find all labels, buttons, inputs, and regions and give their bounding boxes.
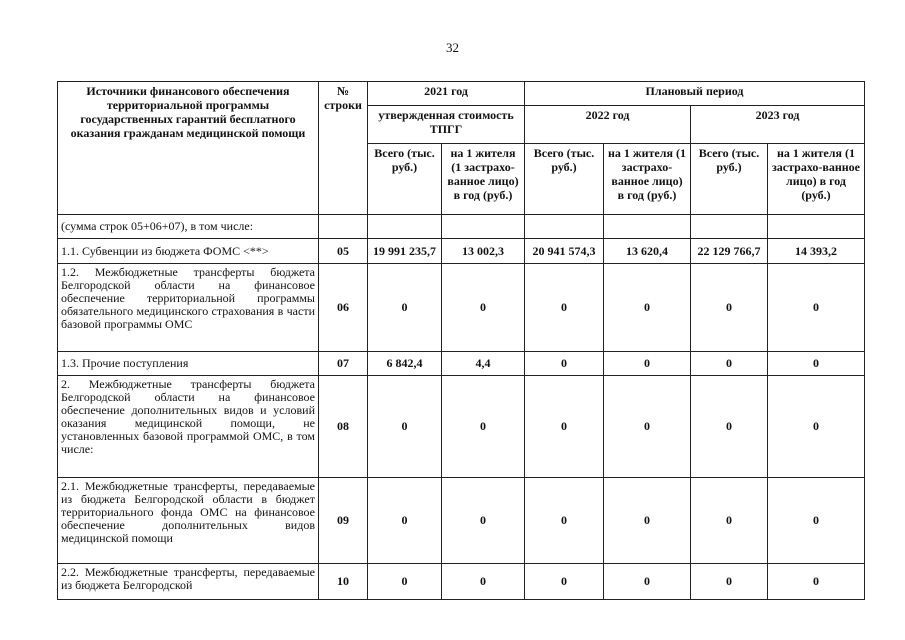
- cell-total-2022: 0: [525, 478, 604, 564]
- cell-per-capita-2023: 14 393,2: [768, 239, 865, 264]
- cell-per-capita-2023: 0: [768, 376, 865, 478]
- cell-total-2022: 0: [525, 352, 604, 376]
- table-row: [58, 376, 865, 478]
- row-source: 1.3. Прочие поступления: [58, 352, 319, 376]
- table-row: [58, 478, 865, 564]
- cell-per-capita-2021: 13 002,3: [442, 239, 525, 264]
- cell-total-2023: 0: [691, 352, 768, 376]
- row-source: (сумма строк 05+06+07), в том числе:: [58, 215, 319, 239]
- header-total-2023: Всего (тыс. руб.): [691, 144, 768, 215]
- table-row: [58, 264, 865, 352]
- table-row: [58, 564, 865, 600]
- header-year-2021: 2021 год: [368, 82, 525, 106]
- cell-per-capita-2023: 0: [768, 564, 865, 600]
- cell-total-2022: 20 941 574,3: [525, 239, 604, 264]
- cell-per-capita-2022: 0: [604, 264, 691, 352]
- row-number: [319, 215, 368, 239]
- financing-table: [57, 81, 865, 600]
- row-source: 2. Межбюджетные трансферты бюджета Белгородской области на финансовое обеспечение дополнительных видов и условий оказания медицинской помощи, не установленных базовой программой ОМС, в том числе:: [58, 376, 319, 478]
- row-number: 10: [319, 564, 368, 600]
- header-per-capita-2023: на 1 жителя (1 застрахо-ванное лицо) в год (руб.): [768, 144, 865, 215]
- header-row-number: № строки: [319, 82, 368, 215]
- cell-per-capita-2021: 4,4: [442, 352, 525, 376]
- header-per-capita-2022: на 1 жителя (1 застрахо-ванное лицо) в год (руб.): [604, 144, 691, 215]
- cell-per-capita-2022: 0: [604, 478, 691, 564]
- header-year-2022: 2022 год: [525, 106, 691, 144]
- cell-total-2022: 0: [525, 376, 604, 478]
- row-source: 1.2. Межбюджетные трансферты бюджета Белгородской области на финансовое обеспечение территориальной программы обязательного медицинского страхования в части базовой программы ОМС: [58, 264, 319, 352]
- header-approved-cost: утвержденная стоимость ТПГГ: [368, 106, 525, 144]
- cell-total-2021: 0: [368, 264, 442, 352]
- row-number: 05: [319, 239, 368, 264]
- header-source: Источники финансового обеспечения территориальной программы государственных гарантий бесплатного оказания гражданам медицинской помощи: [58, 82, 319, 215]
- table-row: [58, 352, 865, 376]
- row-number: 08: [319, 376, 368, 478]
- cell-per-capita-2022: 0: [604, 352, 691, 376]
- cell-per-capita-2023: 0: [768, 352, 865, 376]
- cell-total-2022: 0: [525, 564, 604, 600]
- cell-total-2022: 0: [525, 264, 604, 352]
- header-total-2022: Всего (тыс. руб.): [525, 144, 604, 215]
- header-planned-period: Плановый период: [525, 82, 865, 106]
- page-number: 32: [446, 40, 459, 55]
- cell-total-2021: 0: [368, 564, 442, 600]
- row-source: 2.2. Межбюджетные трансферты, передаваемые из бюджета Белгородской: [58, 564, 319, 600]
- cell-per-capita-2021: 0: [442, 564, 525, 600]
- header-total-2021: Всего (тыс. руб.): [368, 144, 442, 215]
- cell-per-capita-2022: [604, 215, 691, 239]
- cell-total-2021: [368, 215, 442, 239]
- cell-total-2021: 19 991 235,7: [368, 239, 442, 264]
- header-per-capita-2021: на 1 жителя (1 застрахо-ванное лицо) в год (руб.): [442, 144, 525, 215]
- table-row: [58, 239, 865, 264]
- cell-per-capita-2022: 0: [604, 564, 691, 600]
- cell-total-2021: 6 842,4: [368, 352, 442, 376]
- cell-total-2023: 0: [691, 478, 768, 564]
- cell-total-2021: 0: [368, 478, 442, 564]
- cell-per-capita-2021: [442, 215, 525, 239]
- cell-total-2023: 0: [691, 376, 768, 478]
- row-source: 1.1. Субвенции из бюджета ФОМС <**>: [58, 239, 319, 264]
- cell-per-capita-2023: 0: [768, 264, 865, 352]
- cell-per-capita-2021: 0: [442, 264, 525, 352]
- cell-total-2021: 0: [368, 376, 442, 478]
- cell-per-capita-2023: 0: [768, 478, 865, 564]
- cell-per-capita-2022: 13 620,4: [604, 239, 691, 264]
- header-year-2023: 2023 год: [691, 106, 865, 144]
- cell-per-capita-2022: 0: [604, 376, 691, 478]
- row-number: 09: [319, 478, 368, 564]
- cell-total-2023: 0: [691, 264, 768, 352]
- cell-per-capita-2023: [768, 215, 865, 239]
- table-row: [58, 215, 865, 239]
- cell-total-2022: [525, 215, 604, 239]
- cell-per-capita-2021: 0: [442, 478, 525, 564]
- row-number: 07: [319, 352, 368, 376]
- cell-per-capita-2021: 0: [442, 376, 525, 478]
- row-source: 2.1. Межбюджетные трансферты, передаваемые из бюджета Белгородской области в бюджет территориального фонда ОМС на финансовое обеспечение дополнительных видов медицинской помощи: [58, 478, 319, 564]
- cell-total-2023: 0: [691, 564, 768, 600]
- cell-total-2023: 22 129 766,7: [691, 239, 768, 264]
- row-number: 06: [319, 264, 368, 352]
- cell-total-2023: [691, 215, 768, 239]
